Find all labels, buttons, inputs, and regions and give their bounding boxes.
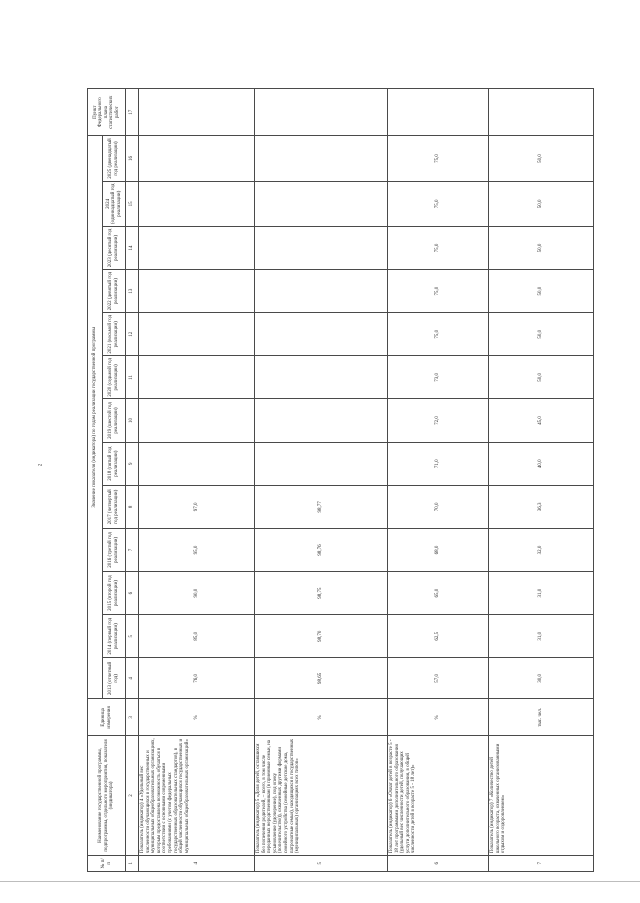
- unit-cell: тыс. чел.: [489, 699, 594, 736]
- value-cell: 73,0: [388, 356, 489, 399]
- header-year: 2016 (третий год реализации): [103, 528, 126, 571]
- column-number: 15: [126, 181, 139, 226]
- column-number: 3: [126, 699, 139, 736]
- column-number: 4: [126, 658, 139, 699]
- column-number: 12: [126, 313, 139, 356]
- column-number: 1: [126, 855, 139, 871]
- value-cell: 76,0: [139, 658, 255, 699]
- value-cell: 31,0: [489, 572, 594, 615]
- header-year: 2014 (первый год реализации): [103, 615, 126, 658]
- header-year: 2018 (пятый год реализации): [103, 442, 126, 485]
- value-cell: 50,0: [489, 313, 594, 356]
- row-number: 4: [139, 855, 255, 871]
- header-year: 2020 (седьмой год реализации): [103, 356, 126, 399]
- value-cell: 97,0: [139, 485, 255, 528]
- row-number: 7: [489, 855, 594, 871]
- value-cell: 50,0: [489, 181, 594, 226]
- header-year: 2015 (второй год реализации): [103, 572, 126, 615]
- value-cell: 70,0: [388, 485, 489, 528]
- page-number: 2: [38, 463, 44, 467]
- value-cell: 40,0: [489, 442, 594, 485]
- indicator-name: Показатель (индикатор) 7 «Количество детей школьного возраста, охваченных организованными отдыхом и оздоровлением»: [489, 736, 594, 855]
- header-name: Наименование государственной программы, подпрограммы, отдельного мероприятия, показателя (индикатора): [88, 736, 126, 855]
- value-cell: 50,0: [489, 226, 594, 269]
- value-cell: 98,65: [255, 658, 388, 699]
- value-cell: 50,0: [489, 356, 594, 399]
- column-number: 17: [126, 89, 139, 136]
- header-year: 2013 (отчетный год): [103, 658, 126, 699]
- value-cell: 98,70: [255, 615, 388, 658]
- value-cell: 90,0: [139, 572, 255, 615]
- header-year: 2017 (четвертый год реализации): [103, 485, 126, 528]
- header-year: 2023 (десятый год реализации): [103, 226, 126, 269]
- unit-cell: %: [388, 699, 489, 736]
- header-year: 2025 (двенадцатый год реализации): [103, 136, 126, 181]
- unit-cell: %: [255, 699, 388, 736]
- value-cell: 75,0: [388, 313, 489, 356]
- value-cell: 98,76: [255, 528, 388, 571]
- column-number: 5: [126, 615, 139, 658]
- value-cell: 98,75: [255, 572, 388, 615]
- header-values-group: Значение показателя (индикатора) по годам реализации государственной программы: [88, 136, 103, 699]
- column-number: 9: [126, 442, 139, 485]
- value-cell: 65,0: [388, 572, 489, 615]
- value-cell: 71,0: [388, 442, 489, 485]
- scan-bottom-line: [0, 881, 640, 882]
- column-number: 6: [126, 572, 139, 615]
- value-cell: 68,0: [388, 528, 489, 571]
- column-number: 2: [126, 736, 139, 855]
- header-year: 2019 (шестой год реализации): [103, 399, 126, 442]
- column-number: 8: [126, 485, 139, 528]
- column-number: 7: [126, 528, 139, 571]
- value-cell: 72,0: [388, 399, 489, 442]
- column-number: 11: [126, 356, 139, 399]
- row-number: 6: [388, 855, 489, 871]
- value-cell: 95,0: [139, 528, 255, 571]
- header-year: 2021 (восьмой год реализации): [103, 313, 126, 356]
- value-cell: 45,0: [489, 399, 594, 442]
- header-number: № п/п: [88, 855, 126, 871]
- column-number: 14: [126, 226, 139, 269]
- indicator-name: Показатель (индикатор) 4 «Удельный вес численности обучающихся в государственных и муниципальных общеобразовательных организациях, которым предоставлена возможность обучаться в соответствии с основными современными требованиями (с учетом федеральных государственных образовательных стандартов), в общей численности обучающихся государственных и муниципальных общеобразовательных организаций»: [139, 736, 255, 855]
- indicator-name: Показатель (индикатор) 5 «Доля детей, оставшихся без попечения родителей, – всего, в том числе переданных неродственникам (в приемные семьи, на усыновление (удочерение), под опеку (попечительство)), охваченных другими формами семейного устройства (семейные детские дома, патронатные семьи), находящихся в государственных (муниципальных) организациях всех типов»: [255, 736, 388, 855]
- indicator-name: Показатель (индикатор) 6 «Охват детей в возрасте 5 - 18 лет программами дополнительного образования (удельный вес численности детей, получающих услуги дополнительного образования, в общей численности детей в возрасте 5 - 18 лет)»: [388, 736, 489, 855]
- unit-cell: %: [139, 699, 255, 736]
- value-cell: 85,0: [139, 615, 255, 658]
- value-cell: 62,5: [388, 615, 489, 658]
- header-year: 2022 (девятый год реализации): [103, 270, 126, 313]
- column-number: 13: [126, 270, 139, 313]
- value-cell: 75,0: [388, 270, 489, 313]
- header-year: 2024 (одиннадцатый год реализации): [103, 181, 126, 226]
- value-cell: 50,0: [489, 270, 594, 313]
- header-unit: Единица измерения: [88, 699, 126, 736]
- column-number: 10: [126, 399, 139, 442]
- header-plan: Пункт Федерального плана статистических работ: [88, 89, 126, 136]
- value-cell: 30,0: [489, 658, 594, 699]
- value-cell: 75,0: [388, 181, 489, 226]
- value-cell: 36,3: [489, 485, 594, 528]
- value-cell: 31,0: [489, 615, 594, 658]
- column-number: 16: [126, 136, 139, 181]
- value-cell: 50,0: [489, 136, 594, 181]
- value-cell: 75,0: [388, 136, 489, 181]
- value-cell: 75,0: [388, 226, 489, 269]
- value-cell: 32,0: [489, 528, 594, 571]
- value-cell: 98,77: [255, 485, 388, 528]
- value-cell: 57,0: [388, 658, 489, 699]
- row-number: 5: [255, 855, 388, 871]
